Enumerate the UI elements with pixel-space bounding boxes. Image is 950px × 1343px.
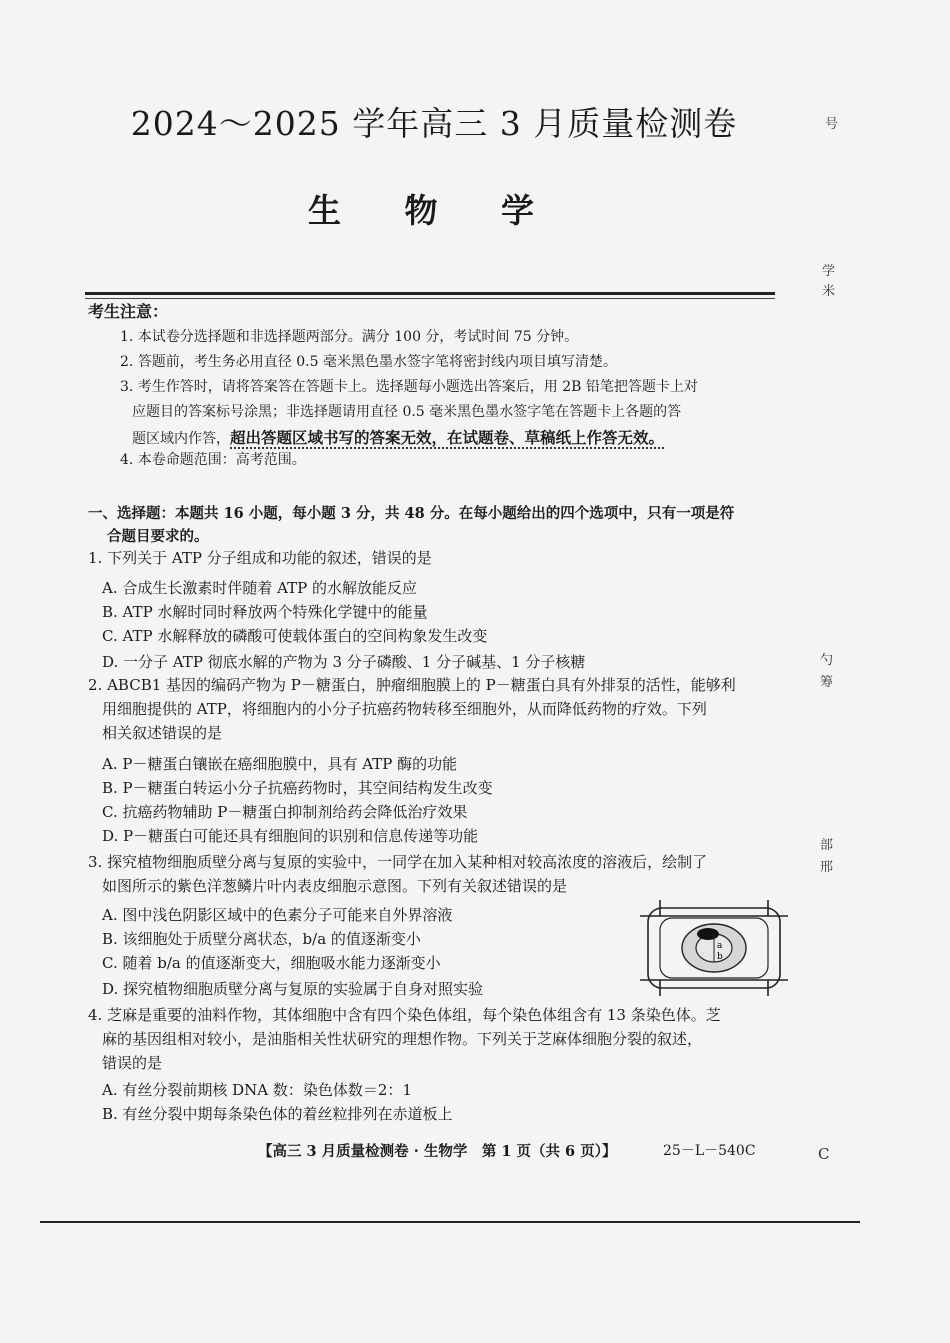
question-2-option-c: C. 抗癌药物辅助 P－糖蛋白抑制剂给药会降低治疗效果 [102, 803, 468, 821]
page-footer: 【高三 3 月质量检测卷 · 生物学 第 1 页（共 6 页）】 [258, 1143, 617, 1160]
notice-text: 题区域内作答， [132, 431, 230, 447]
notice-item-4: 4. 本卷命题范围：高考范围。 [120, 452, 306, 468]
figure-label-b: b [717, 952, 723, 962]
cell-diagram [640, 898, 788, 998]
header-divider [85, 292, 775, 295]
notice-title: 考生注意： [88, 302, 169, 321]
question-4-option-b: B. 有丝分裂中期每条染色体的着丝粒排列在赤道板上 [102, 1105, 453, 1123]
question-3-stem-line1: 3. 探究植物细胞质壁分离与复原的实验中，一同学在加入某种相对较高浓度的溶液后，绘制了 [88, 853, 708, 871]
margin-mark-3: 勺 筹 [820, 653, 834, 690]
question-1-stem: 1. 下列关于 ATP 分子组成和功能的叙述，错误的是 [88, 549, 432, 567]
question-3-stem-line2: 如图所示的紫色洋葱鳞片叶内表皮细胞示意图。下列有关叙述错误的是 [102, 877, 568, 895]
question-2-stem-line2: 用细胞提供的 ATP，将细胞内的小分子抗癌药物转移至细胞外，从而降低药物的疗效。下列 [102, 700, 707, 718]
exam-title: 2024～2025 学年高三 3 月质量检测卷 [130, 104, 738, 143]
figure-label-a: a [717, 941, 723, 951]
paper-code: 25－L－540C [663, 1143, 756, 1159]
question-4-option-a: A. 有丝分裂前期核 DNA 数：染色体数＝2：1 [102, 1081, 412, 1099]
margin-mark-2: 学 米 [822, 264, 836, 299]
question-2-option-a: A. P－糖蛋白镶嵌在癌细胞膜中，具有 ATP 酶的功能 [102, 755, 458, 773]
nucleus [697, 928, 719, 940]
margin-mark-5: C [818, 1145, 830, 1163]
notice-item-1: 1. 本试卷分选择题和非选择题两部分。满分 100 分，考试时间 75 分钟。 [120, 329, 579, 345]
question-3-option-c: C. 随着 b/a 的值逐渐变大，细胞吸水能力逐渐变小 [102, 954, 441, 972]
bottom-rule [40, 1221, 860, 1223]
section-heading [88, 502, 778, 548]
question-2-option-d: D. P－糖蛋白可能还具有细胞间的识别和信息传递等功能 [102, 827, 479, 845]
margin-mark-1: 号 [825, 117, 839, 132]
question-3-option-a: A. 图中浅色阴影区域中的色素分子可能来自外界溶液 [102, 906, 453, 924]
question-2-option-b: B. P－糖蛋白转运小分子抗癌药物时，其空间结构发生改变 [102, 779, 493, 797]
section-heading-line2: 合题目要求的。 [107, 528, 209, 545]
header-divider-thin [85, 298, 775, 299]
notice-item-2: 2. 答题前，考生务必用直径 0.5 毫米黑色墨水签字笔将密封线内项目填写清楚。 [120, 354, 617, 370]
notice-item-3-cont: 应题目的答案标号涂黑；非选择题请用直径 0.5 毫米黑色墨水签字笔在答题卡上各题的答 [132, 404, 682, 420]
question-3-option-b: B. 该细胞处于质壁分离状态，b/a 的值逐渐变小 [102, 930, 421, 948]
question-3-option-d: D. 探究植物细胞质壁分离与复原的实验属于自身对照实验 [102, 980, 484, 998]
notice-warning: 超出答题区域书写的答案无效，在试题卷、草稿纸上作答无效。 [230, 428, 665, 447]
question-1-option-b: B. ATP 水解时同时释放两个特殊化学键中的能量 [102, 603, 428, 621]
question-2-stem-line3: 相关叙述错误的是 [102, 724, 223, 742]
subject-title: 生 物 学 [308, 191, 560, 230]
margin-mark-4: 部 邢 [820, 838, 834, 875]
question-1-option-a: A. 合成生长激素时伴随着 ATP 的水解放能反应 [102, 579, 418, 597]
question-1-option-c: C. ATP 水解释放的磷酸可使载体蛋白的空间构象发生改变 [102, 627, 488, 645]
question-4-stem-line2: 麻的基因组相对较小，是油脂相关性状研究的理想作物。下列关于芝麻体细胞分裂的叙述， [102, 1030, 703, 1048]
question-4-stem-line3: 错误的是 [102, 1054, 163, 1072]
question-2-stem-line1: 2. ABCB1 基因的编码产物为 P－糖蛋白，肿瘤细胞膜上的 P－糖蛋白具有外排泵的活性，能够利 [88, 676, 736, 694]
notice-item-3: 3. 考生作答时，请将答案答在答题卡上。选择题每小题选出答案后，用 2B 铅笔把答题卡上对 [120, 379, 698, 395]
section-heading-line1: 一、选择题：本题共 16 小题，每小题 3 分，共 48 分。在每小题给出的四个选项中，只有一项是符 [88, 505, 735, 522]
question-1-option-d: D. 一分子 ATP 彻底水解的产物为 3 分子磷酸、1 分子碱基、1 分子核糖 [102, 653, 586, 671]
question-4-stem-line1: 4. 芝麻是重要的油料作物，其体细胞中含有四个染色体组，每个染色体组含有 13 条染色体。芝 [88, 1006, 721, 1024]
